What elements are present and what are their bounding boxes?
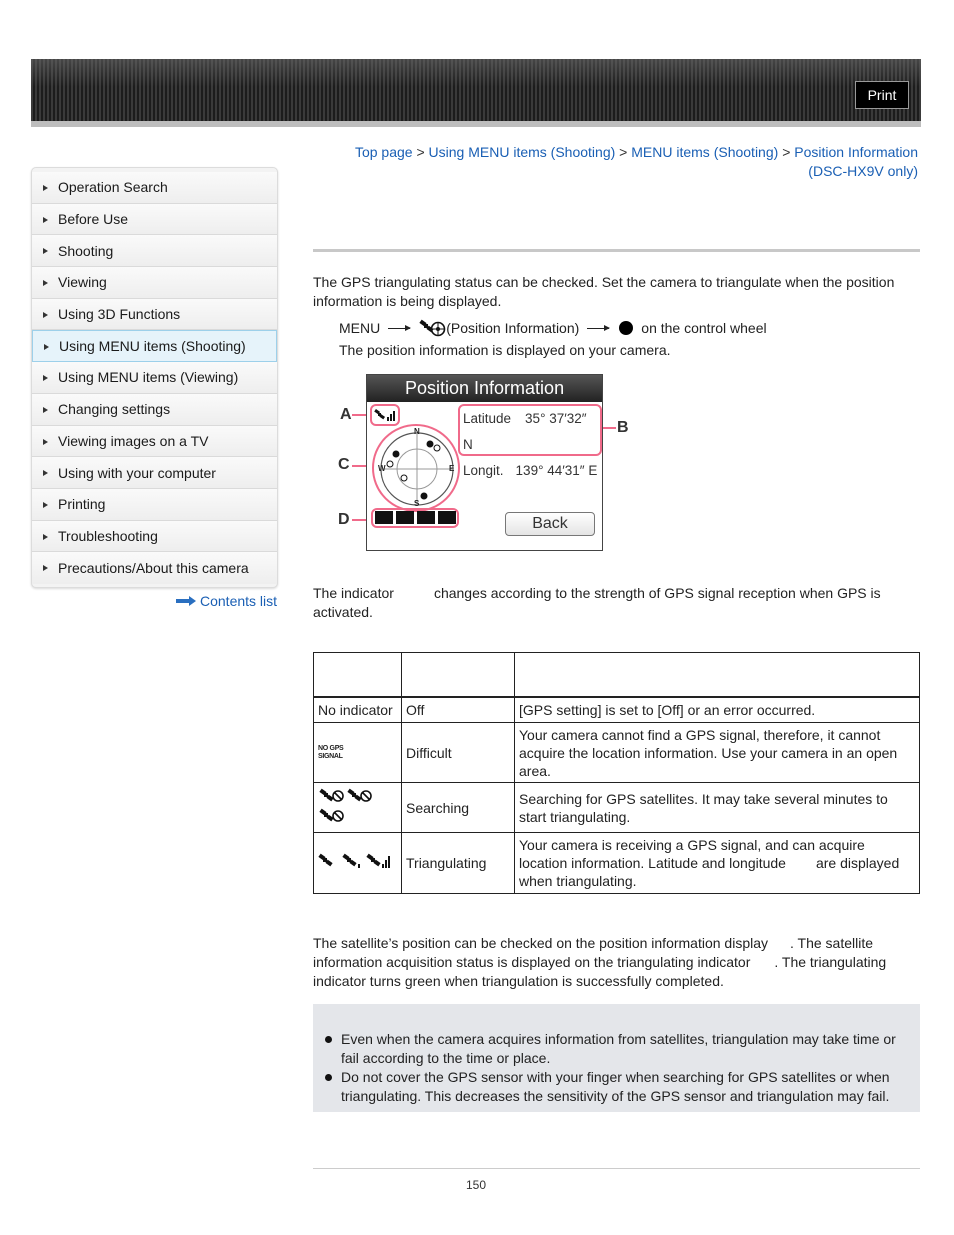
status-cell: Searching bbox=[402, 783, 515, 833]
list-item: Even when the camera acquires information from satellites, triangulation may take time or fail according to the time or place. bbox=[341, 1030, 904, 1068]
indicator-text-before: The indicator bbox=[313, 585, 394, 601]
status-cell: Off bbox=[402, 697, 515, 723]
table-row bbox=[314, 783, 920, 833]
chevron-right-icon bbox=[43, 375, 48, 381]
description-cell: [GPS setting] is set to [Off] or an error occurred. bbox=[515, 697, 920, 723]
step-result-text: The position information is displayed on your camera. bbox=[339, 342, 671, 358]
sidebar-item-label: Changing settings bbox=[58, 401, 171, 418]
sidebar-item-computer[interactable] bbox=[32, 457, 277, 489]
indicator-cell bbox=[314, 833, 402, 894]
chevron-right-icon bbox=[43, 407, 48, 413]
sidebar-item-label: Using 3D Functions bbox=[58, 306, 181, 323]
sidebar-item-label: Viewing images on a TV bbox=[58, 432, 209, 449]
chevron-right-icon bbox=[43, 248, 48, 254]
sidebar-nav bbox=[31, 167, 278, 588]
sidebar-item-label: Viewing bbox=[58, 274, 107, 291]
callout-a: A bbox=[340, 406, 352, 423]
sidebar-item-label: Using MENU items (Shooting) bbox=[59, 338, 246, 355]
satellite-text-a: The satellite’s position can be checked on the position information display bbox=[313, 935, 769, 951]
compass-south: S bbox=[414, 499, 420, 508]
indicator-text-after: changes according to the strength of GPS signal reception when GPS is activated. bbox=[313, 585, 881, 620]
description-cell: Searching for GPS satellites. It may take several minutes to start triangulating. bbox=[515, 783, 920, 833]
description-cell bbox=[515, 833, 920, 894]
sidebar-item-troubleshooting[interactable] bbox=[32, 521, 277, 553]
latitude-longitude-box bbox=[458, 404, 602, 478]
callout-d: D bbox=[338, 511, 350, 528]
header-banner bbox=[31, 59, 921, 127]
gps-status-table bbox=[313, 652, 920, 894]
intro-text: The GPS triangulating status can be checked. Set the camera to triangulate when the position information is being displayed. bbox=[313, 274, 895, 309]
gps-searching-icon bbox=[318, 786, 378, 826]
sidebar-item-label: Using with your computer bbox=[58, 464, 216, 481]
indicator-cell: No indicator bbox=[314, 697, 402, 723]
table-header-row bbox=[314, 653, 920, 697]
chevron-right-icon bbox=[43, 502, 48, 508]
arrow-right-icon bbox=[388, 328, 410, 329]
indicator-cell bbox=[314, 723, 402, 783]
control-wheel-center-icon bbox=[619, 321, 633, 335]
table-row bbox=[314, 833, 920, 894]
satellite-text-c: . The triangulating indicator turns green when triangulation is successfully completed. bbox=[313, 954, 887, 989]
indicator-cell bbox=[314, 783, 402, 833]
menu-label: MENU bbox=[339, 320, 381, 336]
triangulating-indicator bbox=[375, 511, 456, 524]
chevron-right-icon bbox=[43, 439, 48, 445]
breadcrumb-separator: > bbox=[782, 144, 791, 160]
chevron-right-icon bbox=[43, 534, 48, 540]
breadcrumb-menu-items-shooting[interactable]: MENU items (Shooting) bbox=[631, 144, 779, 160]
list-item: Do not cover the GPS sensor with your finger when searching for GPS satellites or when triangulating. This decreases the sensitivity of the GPS sensor and triangulation may fail. bbox=[341, 1068, 904, 1106]
arrow-right-icon bbox=[587, 328, 609, 329]
callout-b: B bbox=[617, 419, 629, 436]
sidebar-item-menu-viewing[interactable] bbox=[32, 362, 277, 394]
gps-triangulating-icon bbox=[318, 851, 392, 871]
status-cell: Difficult bbox=[402, 723, 515, 783]
sidebar-item-label: Operation Search bbox=[58, 179, 168, 196]
sidebar-item-viewing[interactable] bbox=[32, 267, 277, 299]
chevron-right-icon bbox=[43, 217, 48, 223]
chevron-right-icon bbox=[43, 185, 48, 191]
gps-signal-icon bbox=[374, 408, 398, 422]
table-row bbox=[314, 697, 920, 723]
chevron-right-icon bbox=[44, 344, 49, 350]
compass-east: E bbox=[449, 464, 455, 473]
chevron-right-icon bbox=[43, 470, 48, 476]
chevron-right-icon bbox=[43, 312, 48, 318]
breadcrumb-separator: > bbox=[416, 144, 425, 160]
sidebar-item-label: Printing bbox=[58, 496, 106, 513]
breadcrumb bbox=[318, 143, 918, 181]
position-information-screen bbox=[366, 374, 603, 551]
sidebar-item-label: Before Use bbox=[58, 211, 129, 228]
menu-steps bbox=[339, 318, 767, 338]
screen-title: Position Information bbox=[367, 375, 602, 402]
breadcrumb-using-menu-shooting[interactable]: Using MENU items (Shooting) bbox=[428, 144, 616, 160]
latitude-label: Latitude bbox=[463, 411, 512, 426]
latitude-value: 35° 37′32″ N bbox=[463, 411, 587, 452]
breadcrumb-top-page[interactable]: Top page bbox=[354, 144, 413, 160]
breadcrumb-position-information[interactable]: Position Information (DSC-HX9V only) bbox=[794, 144, 918, 179]
satellite-text-b: . The satellite information acquisition status is displayed on the triangulating indicator bbox=[313, 935, 874, 970]
contents-list-link[interactable] bbox=[176, 593, 277, 609]
satellite-description bbox=[313, 934, 908, 991]
control-wheel-label: on the control wheel bbox=[641, 320, 767, 336]
sidebar-item-label: Troubleshooting bbox=[58, 527, 158, 544]
sidebar-item-label: Shooting bbox=[58, 242, 114, 259]
sidebar-item-changing-settings[interactable] bbox=[32, 394, 277, 426]
sidebar-item-before-use[interactable] bbox=[32, 204, 277, 236]
longitude-value: 139° 44′31″ E bbox=[515, 463, 598, 478]
breadcrumb-separator: > bbox=[619, 144, 628, 160]
description-text: are displayed when triangulating. bbox=[519, 855, 900, 889]
sidebar-item-printing[interactable] bbox=[32, 489, 277, 521]
longitude-label: Longit. bbox=[463, 463, 504, 478]
notes-box bbox=[313, 1004, 920, 1112]
gps-position-info-icon bbox=[418, 318, 446, 338]
page-number: 150 bbox=[466, 1178, 487, 1192]
position-info-label: (Position Information) bbox=[446, 320, 580, 336]
arrow-right-icon bbox=[176, 597, 196, 605]
sidebar-item-label: Using MENU items (Viewing) bbox=[58, 369, 239, 386]
chevron-right-icon bbox=[43, 565, 48, 571]
back-button: Back bbox=[505, 512, 595, 536]
no-gps-signal-icon: NO GPS SIGNAL bbox=[318, 744, 344, 760]
sidebar-item-label: Precautions/About this camera bbox=[58, 560, 249, 577]
compass-west: W bbox=[378, 464, 386, 473]
sidebar-item-3d-functions[interactable] bbox=[32, 299, 277, 331]
print-button[interactable]: Print bbox=[855, 81, 909, 109]
sidebar-item-operation-search[interactable] bbox=[32, 172, 277, 204]
description-cell: Your camera cannot find a GPS signal, therefore, it cannot acquire the location information. Use your camera in an open area. bbox=[515, 723, 920, 783]
status-cell: Triangulating bbox=[402, 833, 515, 894]
indicator-description bbox=[313, 584, 913, 622]
sidebar-item-menu-shooting[interactable] bbox=[32, 330, 277, 362]
sidebar-item-precautions[interactable] bbox=[32, 552, 277, 584]
footer-divider bbox=[313, 1168, 920, 1169]
callout-c: C bbox=[338, 456, 350, 473]
sidebar-item-viewing-tv[interactable] bbox=[32, 426, 277, 458]
description-text: Your camera is receiving a GPS signal, and can acquire location information. Latitude and longitude bbox=[519, 837, 865, 871]
chevron-right-icon bbox=[43, 280, 48, 286]
sidebar-item-shooting[interactable] bbox=[32, 235, 277, 267]
contents-list-label: Contents list bbox=[200, 593, 278, 609]
table-row bbox=[314, 723, 920, 783]
compass-north: N bbox=[414, 427, 420, 436]
title-divider bbox=[313, 249, 920, 252]
notes-list bbox=[341, 1030, 904, 1106]
